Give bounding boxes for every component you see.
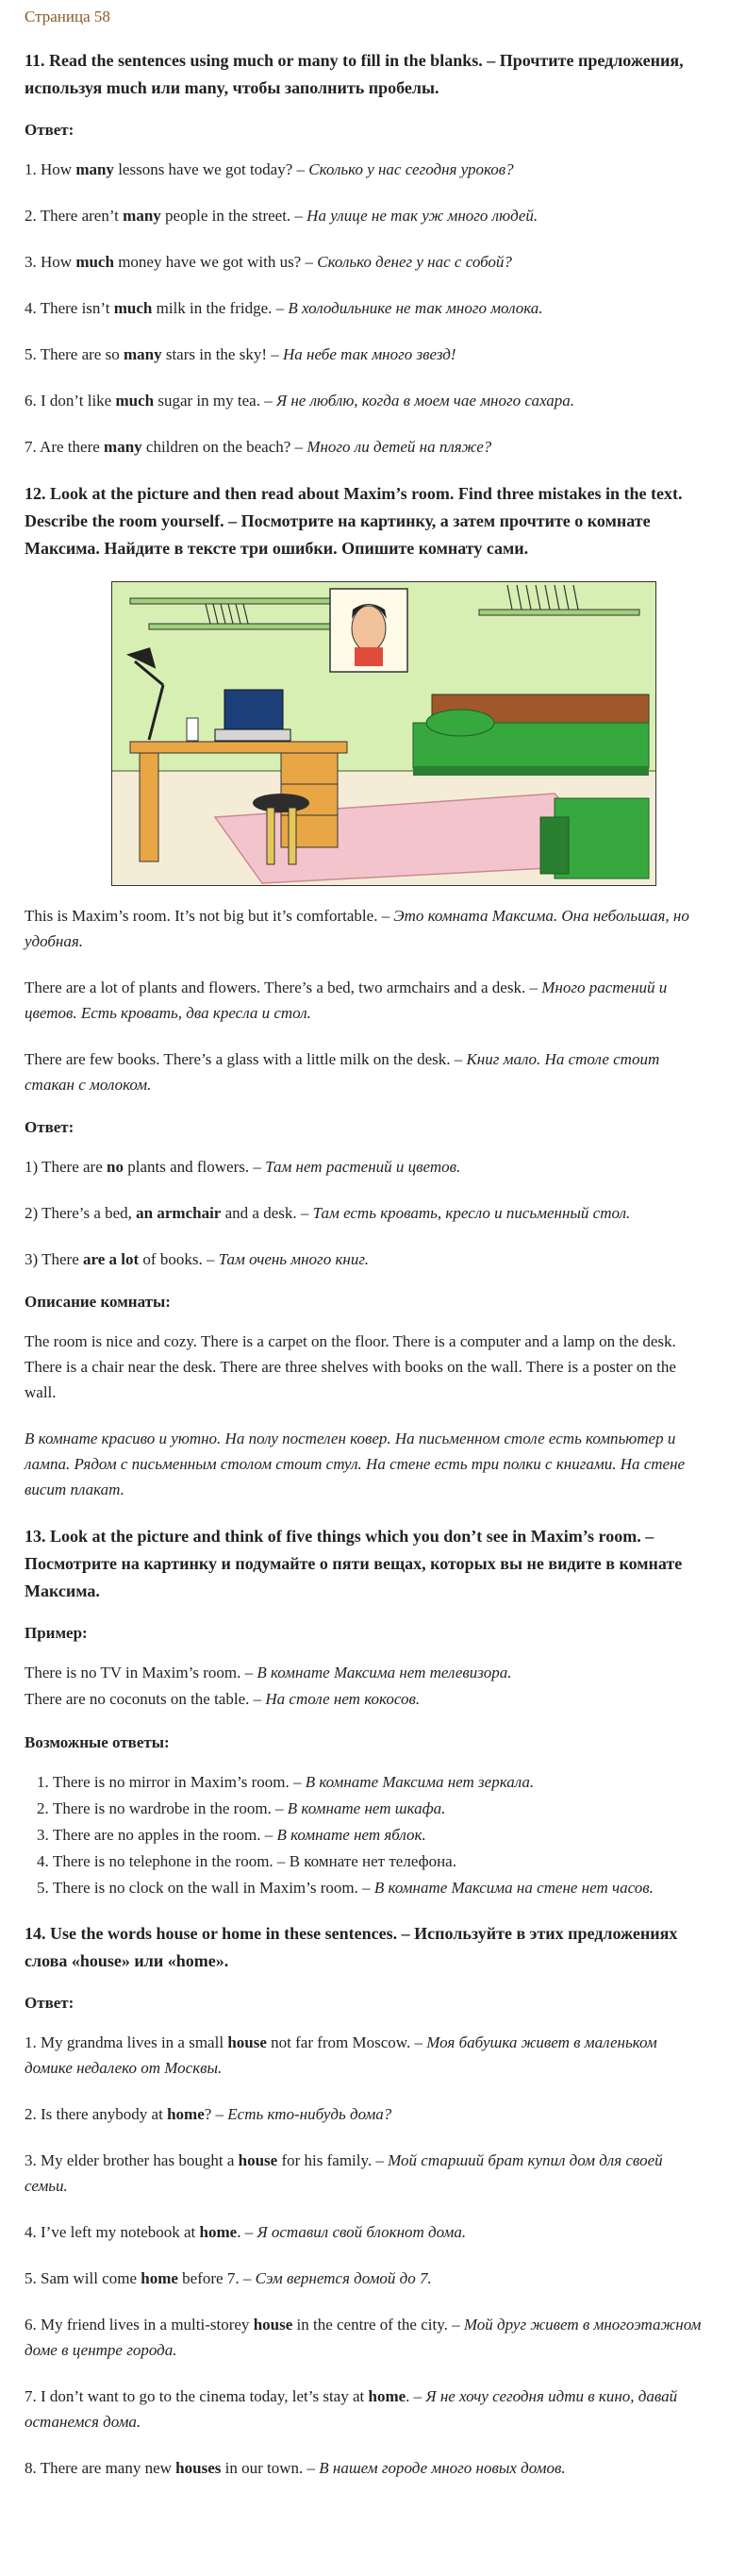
description-en: The room is nice and cozy. There is a carpet on the floor. There is a computer and a lamp on the desk. There is a chair near the desk. There are three shelves with books on the wall. There is a poster on the wall. — [25, 1332, 676, 1401]
list-item: 4. There isn’t much milk in the fridge. – В холодильнике не так много молока. — [25, 299, 543, 317]
description-ru: В комнате красиво и уютно. На полу постелен ковер. На письменном столе есть компьютер и лампа. Рядом с письменным столом стоит стул. На стене есть три полки с книгами. На стене висит плакат. — [25, 1430, 686, 1498]
room-illustration — [111, 581, 656, 886]
possible-answers-label: Возможные ответы: — [25, 1733, 170, 1751]
glass — [187, 718, 198, 741]
answer-label: Ответ: — [25, 1118, 75, 1136]
exercise-13 — [25, 1523, 704, 1901]
list-item: 3. My elder brother has bought a house for his family. – Мой старший брат купил дом для своей семьи. — [25, 2151, 663, 2195]
list-item: 2. There aren’t many people in the street. – На улице не так уж много людей. — [25, 207, 538, 225]
example-label: Пример: — [25, 1624, 88, 1642]
list-item: There is no TV in Maxim’s room. – В комнате Максима нет телевизора. — [25, 1664, 512, 1681]
list-item: There are no coconuts on the table. – На столе нет кокосов. — [25, 1690, 421, 1708]
exercise-14 — [25, 1920, 704, 2481]
list-item: 4. There is no telephone in the room. – В комнате нет телефона. — [53, 1848, 704, 1875]
list-item: 5. There are so many stars in the sky! – На небе так много звезд! — [25, 345, 456, 363]
list-item: 7. I don’t want to go to the cinema today, let’s stay at home. – Я не хочу сегодня идти в кино, давай останемся дома. — [25, 2387, 678, 2431]
exercise-13-title: 13. Look at the picture and think of five things which you don’t see in Maxim’s room. – Посмотрите на картинку и подумайте о пяти вещах, которых вы не видите в комнате Максима. — [25, 1527, 683, 1600]
list-item: 2. There is no wardrobe in the room. – В комнате нет шкафа. — [53, 1796, 704, 1822]
list-item: There are a lot of plants and flowers. There’s a bed, two armchairs and a desk. – Много растений и цветов. Есть кровать, два кресла и стол. — [25, 979, 668, 1022]
list-item: 2. Is there anybody at home? – Есть кто-нибудь дома? — [25, 2105, 392, 2123]
list-item: 6. My friend lives in a multi-storey house in the centre of the city. – Мой друг живет в многоэтажном доме в центре города. — [25, 2316, 702, 2359]
exercise-11-title: 11. Read the sentences using much or many to fill in the blanks. – Прочтите предложения, используя much или many, чтобы заполнить пробелы. — [25, 51, 684, 97]
exercise-12-answers — [25, 1154, 704, 1272]
exercise-11-answers — [25, 157, 704, 460]
list-item: 8. There are many new houses in our town. – В нашем городе много новых домов. — [25, 2459, 566, 2477]
page-label: Страница 58 — [25, 8, 110, 25]
answer-label: Ответ: — [25, 1994, 75, 2012]
list-item: 3) There are a lot of books. – Там очень много книг. — [25, 1250, 369, 1268]
exercise-14-answers — [25, 2030, 704, 2481]
description-label: Описание комнаты: — [25, 1293, 171, 1311]
list-item: 2) There’s a bed, an armchair and a desk. – Там есть кровать, кресло и письменный стол. — [25, 1204, 631, 1222]
list-item: 3. There are no apples in the room. – В комнате нет яблок. — [53, 1822, 704, 1848]
list-item: 1. My grandma lives in a small house not far from Moscow. – Моя бабушка живет в маленьком домике недалеко от Москвы. — [25, 2033, 657, 2077]
armchair — [540, 798, 649, 878]
exercise-12 — [25, 480, 704, 1502]
poster — [330, 589, 407, 672]
exercise-11 — [25, 47, 704, 460]
list-item: 3. How much money have we got with us? – Сколько денег у нас с собой? — [25, 253, 512, 271]
list-item: 5. Sam will come home before 7. – Сэм вернется домой до 7. — [25, 2269, 432, 2287]
exercise-14-title: 14. Use the words house or home in these sentences. – Используйте в этих предложениях слова «house» или «home». — [25, 1924, 678, 1970]
possible-answers — [25, 1769, 704, 1901]
list-item: 4. I’ve left my notebook at home. – Я оставил свой блокнот дома. — [25, 2223, 467, 2241]
bed — [413, 694, 649, 776]
list-item: 5. There is no clock on the wall in Maxim’s room. – В комнате Максима на стене нет часов. — [53, 1875, 704, 1901]
exercise-12-title: 12. Look at the picture and then read about Maxim’s room. Find three mistakes in the text. Describe the room yourself. – Посмотрите на картинку, а затем прочтите о комнате Максима. Найдите в тексте три ошибки. Опишите комнату сами. — [25, 484, 683, 558]
laptop — [215, 690, 290, 741]
maxim-room-text — [25, 903, 704, 1097]
answer-label: Ответ: — [25, 121, 75, 139]
list-item: 1. There is no mirror in Maxim’s room. – В комнате Максима нет зеркала. — [53, 1769, 704, 1796]
list-item: 7. Are there many children on the beach? – Много ли детей на пляже? — [25, 438, 492, 456]
list-item: 1. How many lessons have we got today? – Сколько у нас сегодня уроков? — [25, 160, 514, 178]
list-item: 1) There are no plants and flowers. – Там нет растений и цветов. — [25, 1158, 461, 1176]
list-item: 6. I don’t like much sugar in my tea. – Я не люблю, когда в моем чае много сахара. — [25, 392, 575, 410]
examples — [25, 1660, 704, 1713]
list-item: There are few books. There’s a glass with a little milk on the desk. – Книг мало. На столе стоит стакан с молоком. — [25, 1050, 660, 1094]
list-item: This is Maxim’s room. It’s not big but it’s comfortable. – Это комната Максима. Она небольшая, но удобная. — [25, 907, 689, 950]
